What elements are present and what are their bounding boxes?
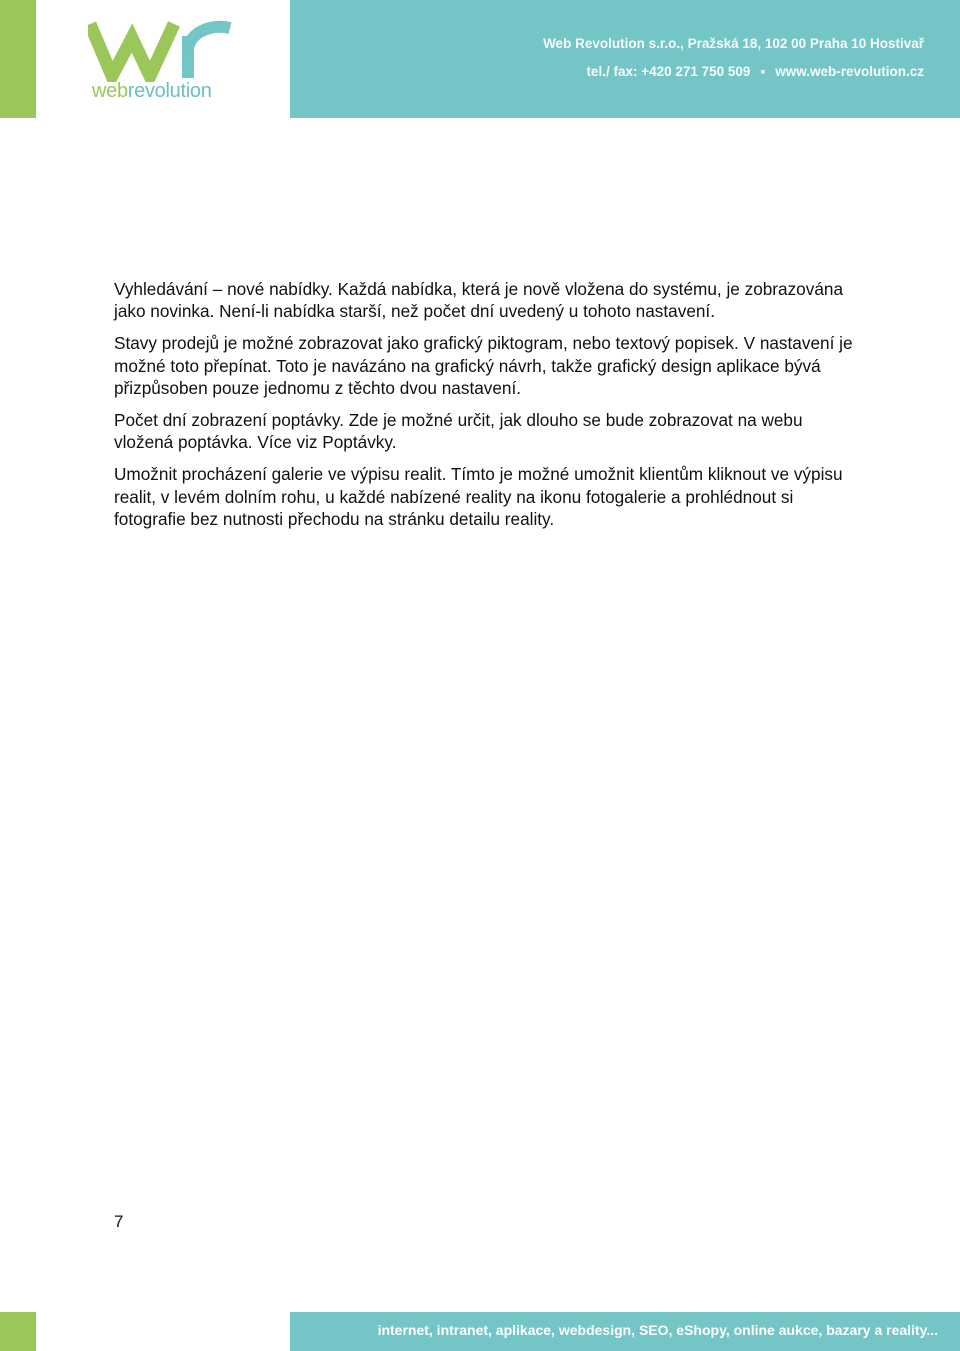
paragraph-demand-days: Počet dní zobrazení poptávky. Zde je možné určit, jak dlouho se bude zobrazovat na webu vložená poptávka. Více viz Poptávky. xyxy=(114,410,803,453)
page-number: 7 xyxy=(114,1212,124,1231)
contact-separator: ▪ xyxy=(760,64,766,79)
paragraph-sale-states: Stavy prodejů je možné zobrazovat jako grafický piktogram, nebo textový popisek. V nastavení je možné toto přepínat. Toto je navázáno na grafický návrh, takže grafický design aplikace bývá přizpůsoben pouze jednomu z těchto dvou nastavení. xyxy=(114,333,853,399)
logo-wordmark xyxy=(92,80,212,103)
webrevolution-logo xyxy=(88,16,238,106)
contact-phone: tel./ fax: +420 271 750 509 xyxy=(586,64,751,79)
footer-banner xyxy=(290,1312,960,1351)
footer-green-bar xyxy=(0,1312,36,1351)
contact-website: www.web-revolution.cz xyxy=(775,64,924,79)
document-body xyxy=(114,278,854,540)
wr-logo-mark-icon xyxy=(88,16,238,82)
paragraph-gallery-browsing: Umožnit procházení galerie ve výpisu realit. Tímto je možné umožnit klientům kliknout ve výpisu realit, v levém dolním rohu, u každé nabízené reality na ikonu fotogalerie a prohlédnout si fotografie bez nutnosti přechodu na stránku detailu reality. xyxy=(114,464,843,530)
company-address: Web Revolution s.r.o., Pražská 18, 102 00 Praha 10 Hostivař xyxy=(543,36,924,51)
header-contact-banner xyxy=(290,0,960,118)
logo-word-revolution: revolution xyxy=(127,80,212,102)
footer-tagline: internet, intranet, aplikace, webdesign, SEO, eShopy, online aukce, bazary a reality... xyxy=(377,1322,938,1338)
header-green-bar xyxy=(0,0,36,118)
logo-word-web: web xyxy=(92,80,128,102)
contact-line xyxy=(586,64,924,79)
paragraph-new-offers: Vyhledávání – nové nabídky. Každá nabídka, která je nově vložena do systému, je zobrazována jako novinka. Není-li nabídka starší, než počet dní uvedený u tohoto nastavení. xyxy=(114,279,844,322)
